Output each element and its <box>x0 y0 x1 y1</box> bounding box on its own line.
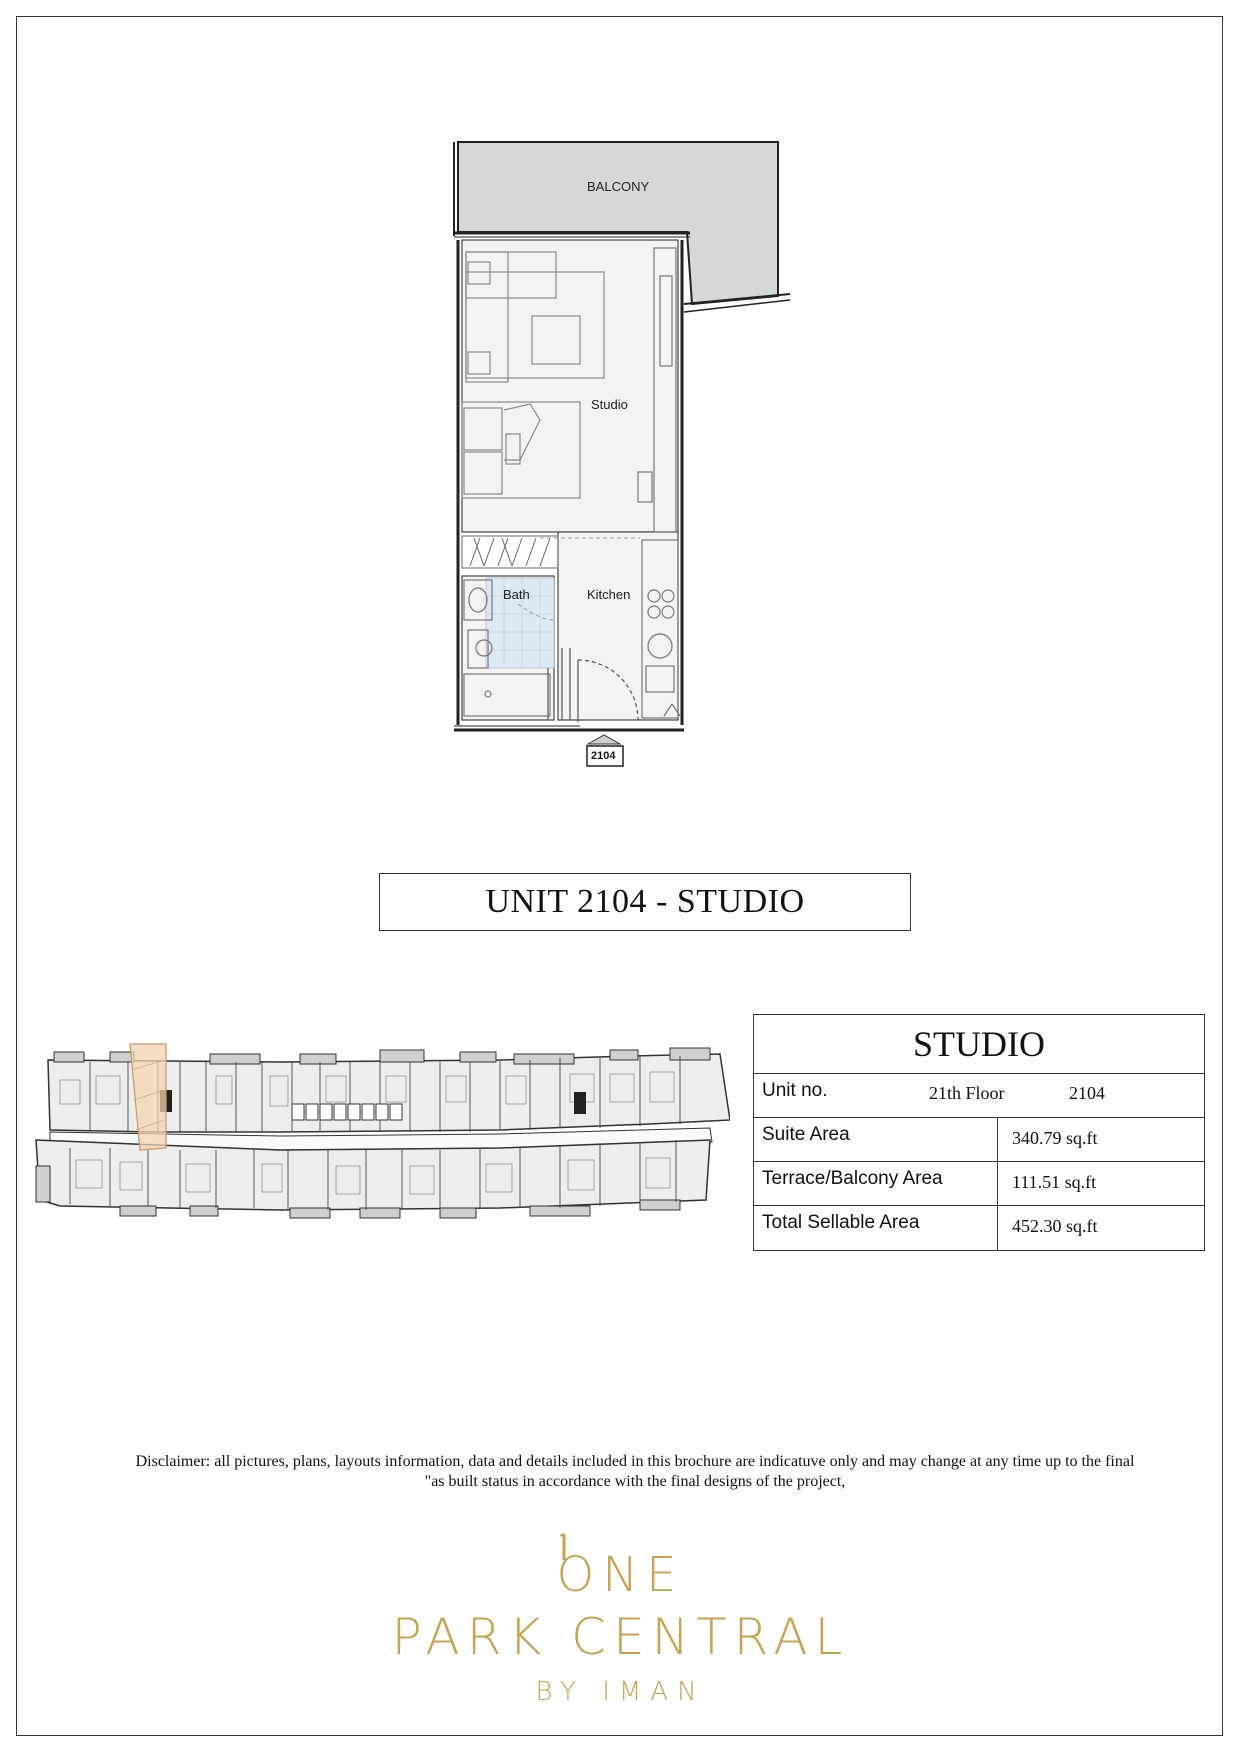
table-row <box>754 1118 1204 1162</box>
unit-info-table <box>753 1014 1205 1251</box>
kitchen-label: Kitchen <box>587 587 631 602</box>
table-row <box>754 1162 1204 1206</box>
bath-label: Bath <box>503 587 530 602</box>
row-value: 340.79 sq.ft <box>1012 1128 1098 1148</box>
wardrobe <box>462 536 558 568</box>
unit-floor-plan <box>0 0 1241 780</box>
row-label: Suite Area <box>754 1118 998 1161</box>
unit-no-value: 2104 <box>1069 1083 1105 1103</box>
brand-line-park-central: PARK CENTRAL <box>391 1608 850 1666</box>
unit-title: UNIT 2104 - STUDIO <box>379 873 911 931</box>
unit-tag: 2104 <box>591 750 616 762</box>
studio-label: Studio <box>591 397 628 412</box>
disclaimer-line-2: "as built status in accordance with the final designs of the project, <box>424 1473 846 1490</box>
floor-value: 21th Floor <box>929 1083 1005 1103</box>
unit-no-row <box>754 1074 1204 1118</box>
studio-room <box>462 240 678 532</box>
brand-line-by-iman: BY IMAN <box>535 1677 706 1707</box>
row-value: 111.51 sq.ft <box>1012 1172 1097 1192</box>
balcony-label: BALCONY <box>587 179 650 194</box>
brand-line-one: ONE <box>556 1547 685 1603</box>
table-row <box>754 1206 1204 1250</box>
unit-no-label: Unit no. <box>762 1080 828 1101</box>
row-label: Total Sellable Area <box>754 1206 998 1250</box>
info-table-heading: STUDIO <box>754 1015 1204 1074</box>
row-value: 452.30 sq.ft <box>1012 1216 1098 1236</box>
disclaimer <box>60 1452 1210 1492</box>
row-label: Terrace/Balcony Area <box>754 1162 998 1205</box>
floor-key-plan <box>30 1040 730 1230</box>
disclaimer-line-1: Disclaimer: all pictures, plans, layouts information, data and details included in this brochure are indicatuve only and may change at any time up to the final <box>135 1453 1135 1470</box>
